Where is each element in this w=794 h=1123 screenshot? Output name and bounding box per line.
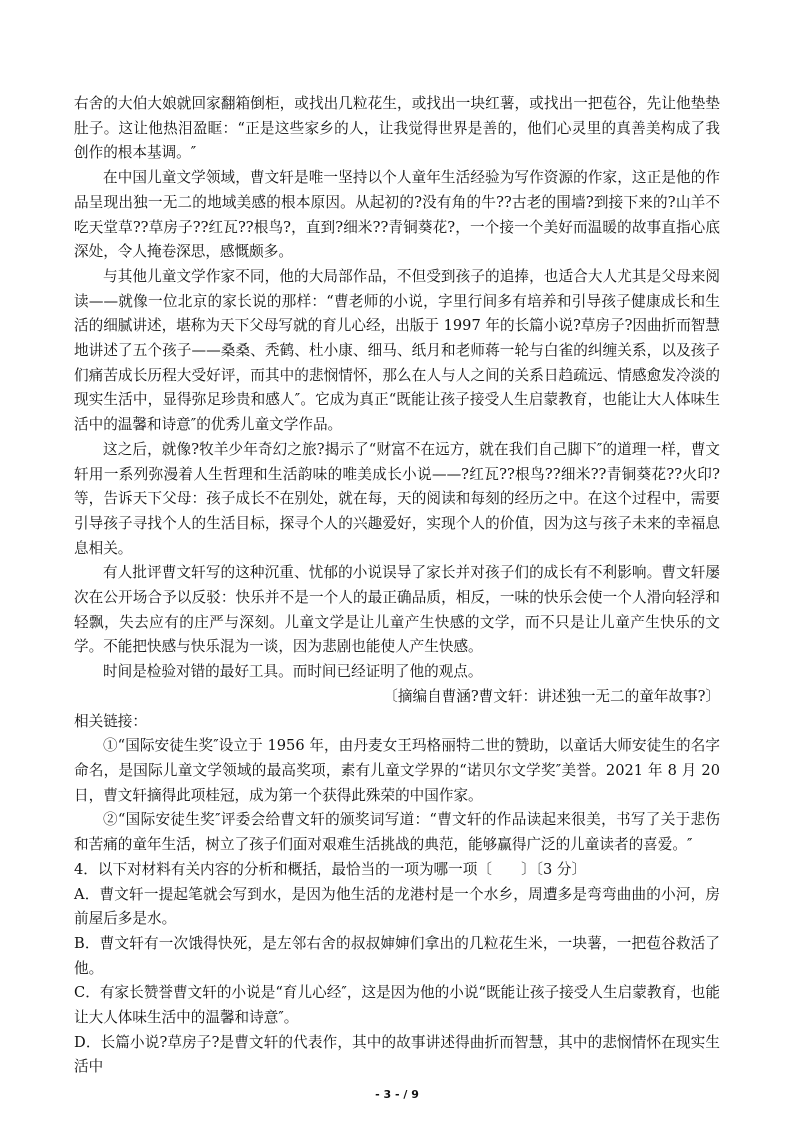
option-c: C．有家长赞誉曹文轩的小说是“育儿心经″，这是因为他的小说“既能让孩子接受人生启蒙教育，也能让大人体味生活中的温馨和诗意″。	[74, 984, 720, 1027]
option-d: D．长篇小说?草房子?是曹文轩的代表作，其中的故事讲述得曲折而智慧，其中的悲悯情怀在现实生活中	[74, 1033, 720, 1076]
links-heading: 相关链接：	[74, 712, 147, 730]
paragraph-conclusion: 时间是检验对错的最好工具。而时间已经证明了他的观点。	[103, 663, 483, 681]
document-body	[74, 92, 720, 1080]
option-a: A．曹文轩一提起笔就会写到水，是因为他生活的龙港村是一个水乡，周遭多是弯弯曲曲的小河，房前屋后多是水。	[74, 885, 720, 928]
option-b: B．曹文轩有一次饿得快死，是左邻右舍的叔叔婶婶们拿出的几粒花生米，一块薯，一把苞谷救活了他。	[74, 934, 720, 977]
paragraph-regional-beauty: 在中国儿童文学领域，曹文轩是唯一坚持以个人童年生活经验为写作资源的作家，这正是他的作品呈现出独一无二的地域美感的根本原因。从起初的?没有角的牛??古老的围墙?到接下来的?山羊不吃天堂草??草房子??红瓦??根鸟?，直到?细米??青铜葵花?，一个接一个美好而温暖的故事直指心底深处，令人掩卷深思，感慨颇多。	[74, 169, 720, 261]
link-item-1: ①“国际安徒生奖″设立于 1956 年，由丹麦女王玛格丽特二世的赞助，以童话大师安徒生的名字命名，是国际儿童文学领域的最高奖项，素有儿童文学界的“诺贝尔文学奖″美誉。2021 年 8 月 20 日，曹文轩摘得此项桂冠，成为第一个获得此殊荣的中国作家。	[74, 737, 720, 804]
link-item-2: ②“国际安徒生奖″评委会给曹文轩的颁奖词写道：“曹文轩的作品读起来很美，书写了关于悲伤和苦痛的童年生活，树立了孩子们面对艰难生活挑战的典范，能够赢得广泛的儿童读者的喜爱。″	[74, 811, 720, 854]
paragraph-criticism: 有人批评曹文轩写的这种沉重、忧郁的小说误导了家长并对孩子们的成长有不利影响。曹文轩屡次在公开场合予以反驳：快乐并不是一个人的最正确品质，相反，一味的快乐会使一个人滑向轻浮和轻飘，失去应有的庄严与深刻。儿童文学是让儿童产生快感的文学，而不只是让儿童产生快乐的文学。不能把快感与快乐混为一谈，因为悲剧也能使人产生快感。	[74, 564, 720, 656]
page-number: - 3 - / 9	[375, 1088, 419, 1101]
paragraph-continued: 右舍的大伯大娘就回家翻箱倒柜，或找出几粒花生，或找出一块红薯，或找出一把苞谷，先让他垫垫肚子。这让他热泪盈眶：“正是这些家乡的人，让我觉得世界是善的，他们心灵里的真善美构成了我创作的根本基调。″	[74, 95, 720, 162]
source-citation: 〔摘编自曹涵?曹文轩：讲述独一无二的童年故事?〕	[383, 687, 720, 705]
paragraph-growth-novels: 这之后，就像?牧羊少年奇幻之旅?揭示了“财富不在远方，就在我们自己脚下″的道理一样，曹文轩用一系列弥漫着人生哲理和生活韵味的唯美成长小说——?红瓦??根鸟??细米??青铜葵花??火印?等，告诉天下父母：孩子成长不在别处，就在每，天的阅读和每刻的经历之中。在这个过程中，需要引导孩子寻找个人的生活目标，探寻个人的兴趣爱好，实现个人的价值，因为这与孩子未来的幸福息息相关。	[74, 440, 720, 557]
question-stem: 4．以下对材料有关内容的分析和概括，最恰当的一项为哪一项〔 〕〔3 分〕	[74, 860, 587, 878]
paragraph-parents-reading: 与其他儿童文学作家不同，他的大局部作品，不但受到孩子的追捧，也适合大人尤其是父母来阅读——就像一位北京的家长说的那样：“曹老师的小说，字里行间多有培养和引导孩子健康成长和生活的细腻讲述，堪称为天下父母写就的育儿心经，出版于 1997 年的长篇小说?草房子?因曲折而智慧地讲述了五个孩子——桑桑、秃鹤、杜小康、细马、纸月和老师蒋一轮与白雀的纠缠关系，以及孩子们痛苦成长历程大受好评，而其中的悲悯情怀，那么在人与人之间的关系日趋疏远、情感愈发冷淡的现实生活中，显得弥足珍贵和感人″。它成为真正“既能让孩子接受人生启蒙教育，也能让大人体味生活中的温馨和诗意″的优秀儿童文学作品。	[74, 267, 720, 434]
